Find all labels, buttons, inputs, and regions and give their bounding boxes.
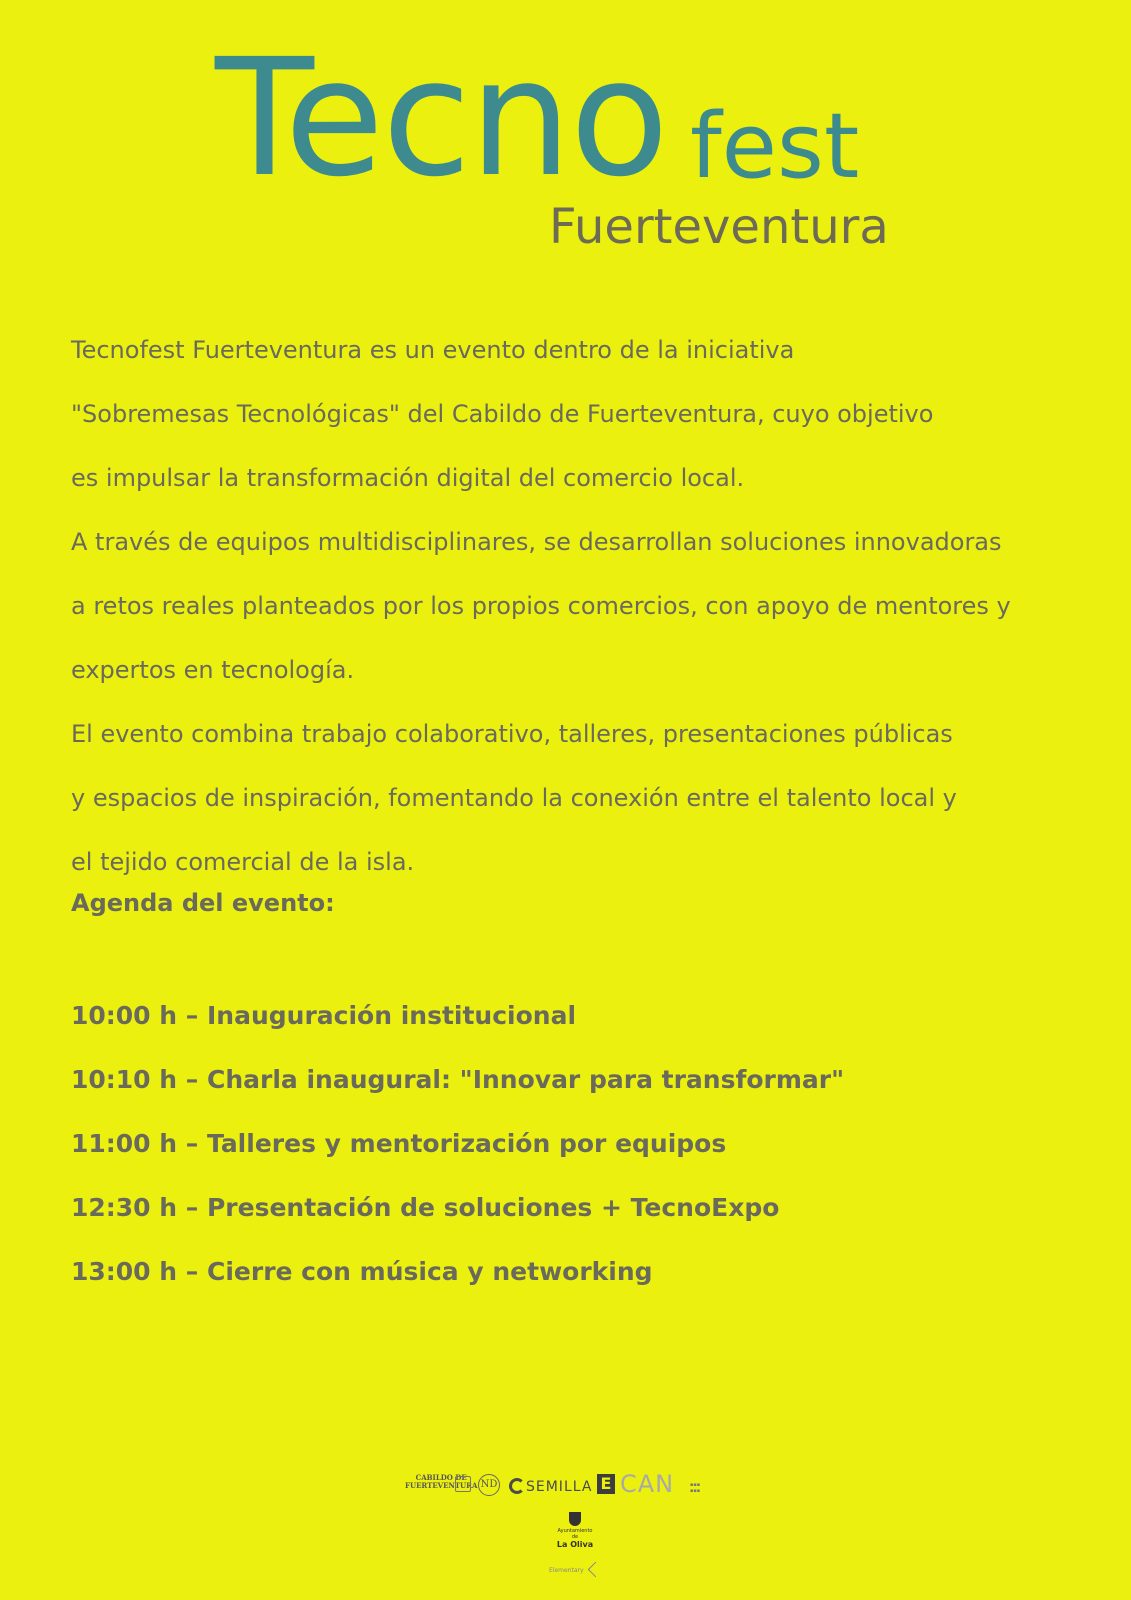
cabildo-logo-line2: FUERTEVENTURA [405, 1481, 478, 1490]
description-line: a retos reales planteados por los propios comercios, con apoyo de mentores y [71, 592, 1011, 620]
agenda-list [71, 984, 844, 1304]
agenda-item: 12:30 h – Presentación de soluciones + TecnoExpo [71, 1193, 780, 1222]
description-line: el tejido comercial de la isla. [71, 848, 415, 876]
description-line: "Sobremesas Tecnológicas" del Cabildo de Fuerteventura, cuyo objetivo [71, 400, 934, 428]
title-tecno: Tecno [215, 25, 667, 213]
sponsor-logos [0, 1460, 1131, 1590]
title-fest: fest [690, 94, 860, 199]
agenda-item: 10:00 h – Inauguración institucional [71, 1001, 577, 1030]
chevron-icon [587, 1562, 603, 1578]
event-title [0, 0, 1131, 260]
event-description [71, 318, 1111, 894]
agenda-item: 11:00 h – Talleres y mentorización por equipos [71, 1129, 727, 1158]
e-logo: E [597, 1474, 615, 1494]
can-logo-subtext-icon: ▪▪▪ ▪▪▪ [690, 1482, 701, 1494]
cabildo-logo-line1: CABILDO DE [415, 1473, 467, 1482]
semilla-c-icon [509, 1478, 525, 1494]
elementary-logo [549, 1564, 601, 1575]
la-oliva-logo [555, 1512, 595, 1549]
agenda-heading: Agenda del evento: [71, 889, 335, 917]
semilla-logo-text: SEMILLA [526, 1479, 593, 1495]
description-line: y espacios de inspiración, fomentando la conexión entre el talento local y [71, 784, 957, 812]
description-line: A través de equipos multidisciplinares, se desarrollan soluciones innovadoras [71, 528, 1002, 556]
can-logo: CAN [620, 1470, 675, 1498]
title-subtitle: Fuerteventura [549, 199, 889, 255]
la-oliva-line1: Ayuntamiento de [557, 1528, 593, 1540]
description-line: es impulsar la transformación digital del comercio local. [71, 464, 745, 492]
description-line: El evento combina trabajo colaborativo, talleres, presentaciones públicas [71, 720, 953, 748]
shield-icon [569, 1512, 581, 1526]
elementary-logo-text: Elementary [549, 1567, 584, 1574]
agenda-item: 10:10 h – Charla inaugural: "Innovar para transformar" [71, 1065, 845, 1094]
nd-logo: ND [478, 1474, 500, 1496]
agenda-item: 13:00 h – Cierre con música y networking [71, 1257, 653, 1286]
description-line: Tecnofest Fuerteventura es un evento dentro de la iniciativa [71, 336, 795, 364]
small-emblem-icon [455, 1476, 471, 1492]
la-oliva-line2: La Oliva [556, 1540, 594, 1549]
description-line: expertos en tecnología. [71, 656, 355, 684]
semilla-logo [509, 1478, 592, 1495]
